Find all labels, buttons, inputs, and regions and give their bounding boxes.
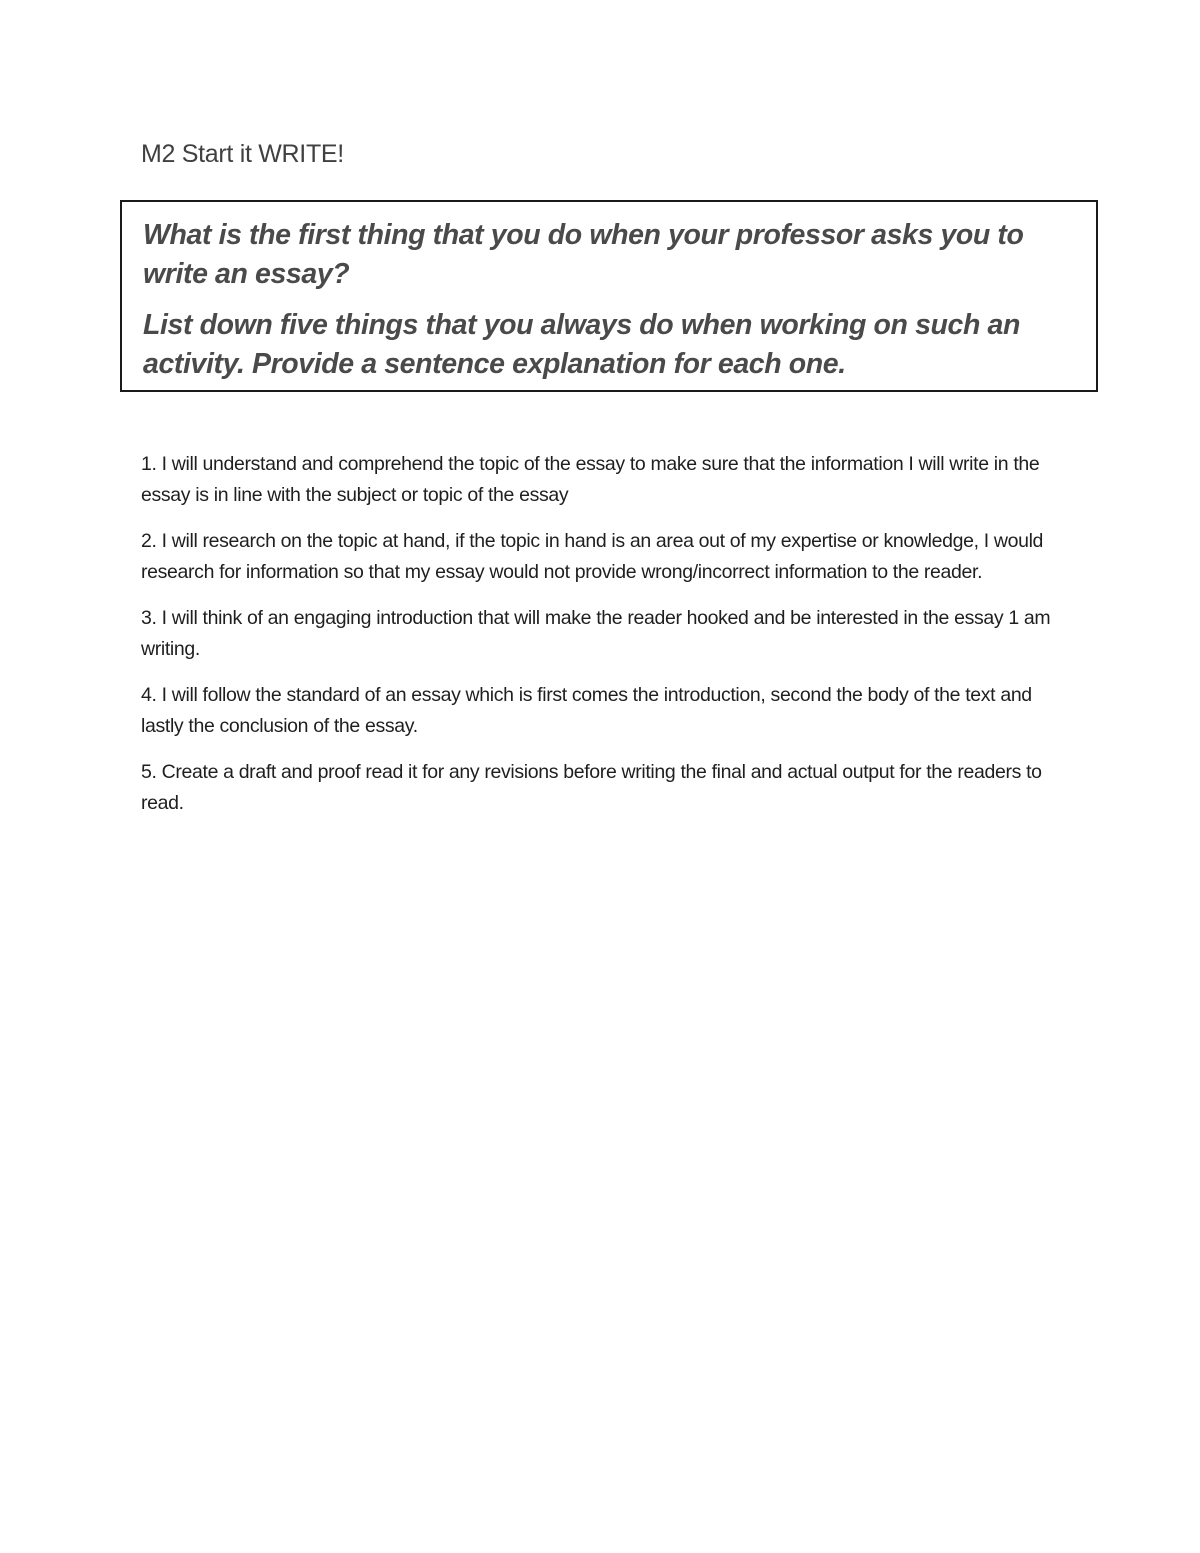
- prompt-box: [120, 200, 1098, 392]
- answer-list: [141, 449, 1066, 834]
- answer-item-2: 2. I will research on the topic at hand, if the topic in hand is an area out of my expertise or knowledge, I would research for information so that my essay would not provide wrong/incorrect information to the reader.: [141, 530, 1044, 583]
- answer-item-5: 5. Create a draft and proof read it for any revisions before writing the final and actual output for the readers to read.: [141, 761, 1042, 814]
- answer-item-1: 1. I will understand and comprehend the topic of the essay to make sure that the information I will write in the essay is in line with the subject or topic of the essay: [141, 453, 1040, 506]
- prompt-instruction: List down five things that you always do when working on such an activity. Provide a sentence explanation for each one.: [143, 309, 1020, 380]
- document-title: M2 Start it WRITE!: [141, 140, 344, 168]
- answer-item-4: 4. I will follow the standard of an essay which is first comes the introduction, second the body of the text and lastly the conclusion of the essay.: [141, 684, 1032, 737]
- prompt-question: What is the first thing that you do when your professor asks you to write an essay?: [143, 219, 1024, 290]
- answer-item-3: 3. I will think of an engaging introduction that will make the reader hooked and be interested in the essay 1 am writing.: [141, 607, 1051, 660]
